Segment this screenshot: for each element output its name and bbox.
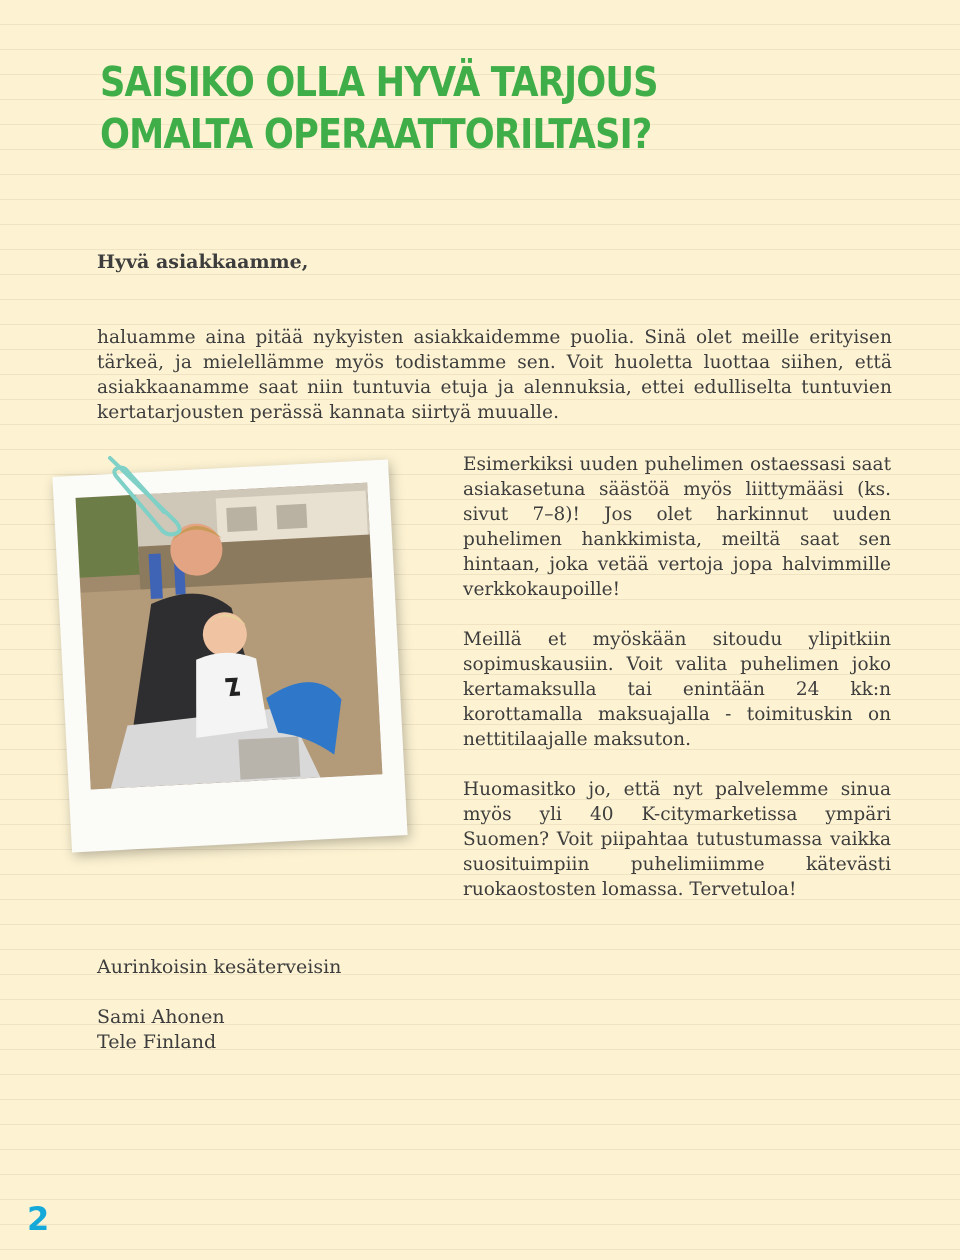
signature-name: Sami Ahonen [97,1006,225,1028]
paragraph-k-citymarket: Huomasitko jo, että nyt palvelemme sinua myös yli 40 K-citymarketissa ympäri Suomen? Voit piipahtaa tutustumassa vaikka suosituimpiin puhelimiimme kätevästi ruokaostosten lomassa. Tervetuloa! [463,779,891,900]
closing-greeting: Aurinkoisin kesäterveisin [97,956,342,978]
paperclip-icon [102,450,192,540]
headline [100,56,754,160]
signature-company: Tele Finland [97,1031,217,1053]
body-text-column [463,452,891,927]
page-number: 2 [27,1200,50,1238]
paragraph-phone-offer: Esimerkiksi uuden puhelimen ostaessasi saat asiakasetuna säästöä myös liittymääsi (ks. sivut 7–8)! Jos olet harkinnut uuden puhelimen hankkimista, meiltä saat sen hintaan, joka vetää vertoja jopa halvimmille verkkokaupoille! [463,454,891,600]
intro-paragraph: haluamme aina pitää nykyisten asiakkaidemme puolia. Sinä olet meille erityisen tärkeä, ja mielellämme myös todistamme sen. Voit huoletta luottaa siihen, että asiakkaanamme saat niin tuntuvia etuja ja alennuksia, ettei edulliselta tuntuvien kertatarjousten perässä kannata siirtyä muualle. [97,327,892,423]
paragraph-contract-terms: Meillä et myöskään sitoudu ylipitkiin sopimuskausiin. Voit valita puhelimen joko kertamaksulla tai enintään 24 kk:n korottamalla maksuajalla - toimituskin on nettitilaajalle maksuton. [463,629,891,750]
headline-line-2: OMALTA OPERAATTORILTASI? [100,110,652,158]
headline-line-1: SAISIKO OLLA HYVÄ TARJOUS [100,58,658,106]
greeting: Hyvä asiakkaamme, [97,251,309,273]
